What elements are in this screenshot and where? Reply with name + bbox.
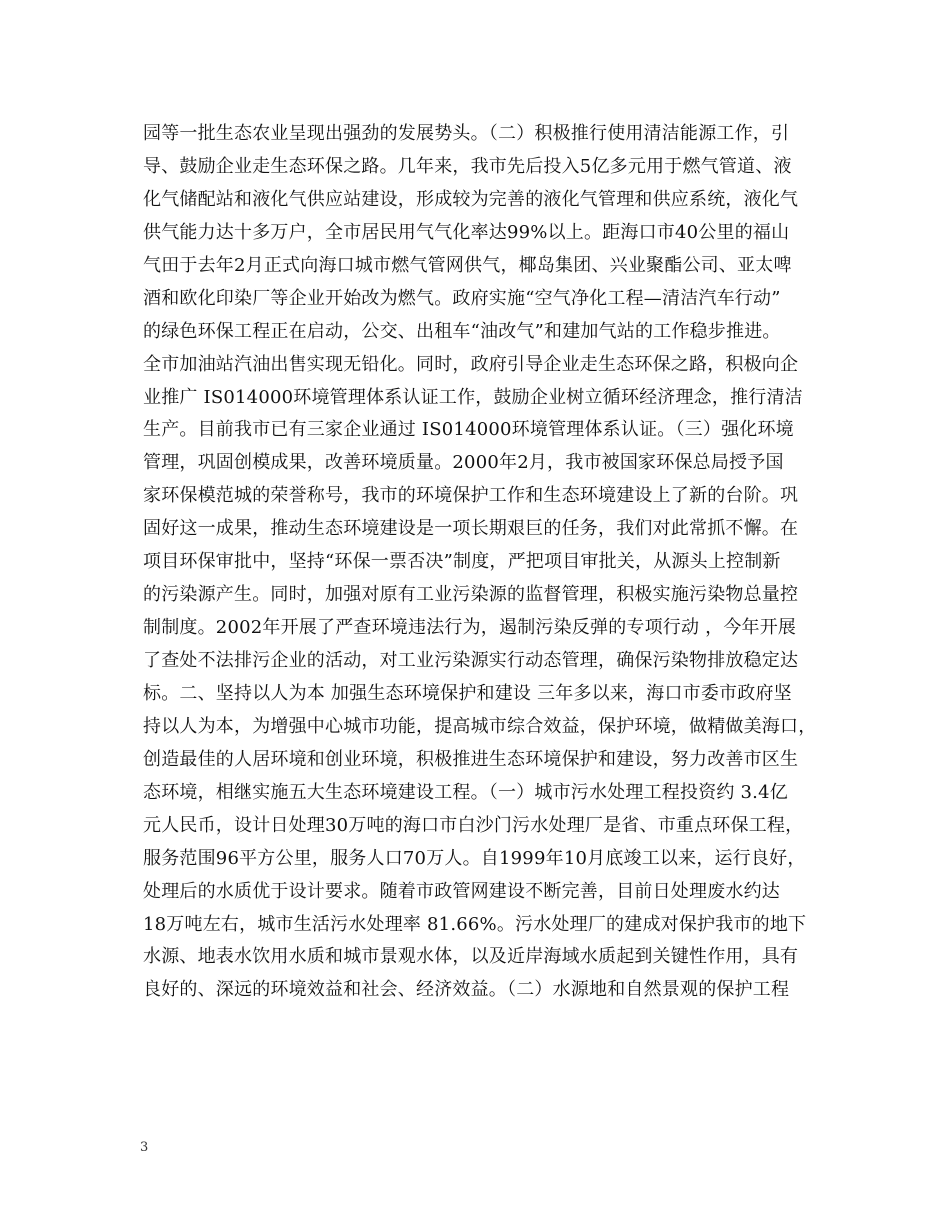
text-line: 生产。目前我市已有三家企业通过 IS014000环境管理体系认证。（三）强化环境: [143, 419, 794, 441]
text-line: 了查处不法排污企业的活动，对工业污染源实行动态管理，确保污染物排放稳定达: [143, 650, 799, 671]
text-line: 服务范围96平方公里，服务人口70万人。自1999年10月底竣工以来，运行良好，: [143, 847, 806, 869]
text-line: 元人民币，设计日处理30万吨的海口市白沙门污水处理厂是省、市重点环保工程，: [143, 814, 804, 836]
text-line: 全市加油站汽油出售实现无铅化。同时，政府引导企业走生态环保之路，积极向企: [143, 353, 799, 375]
text-line: 酒和欧化印染厂等企业开始改为燃气。政府实施“空气净化工程—清洁汽车行动”: [143, 287, 781, 309]
text-line: 项目环保审批中，坚持“环保一票否决”制度，严把项目审批关，从源头上控制新: [143, 551, 781, 573]
text-line: 良好的、深远的环境效益和社会、经济效益。（二）水源地和自然景观的保护工程: [143, 979, 790, 1001]
text-line: 标。二、坚持以人为本 加强生态环境保护和建设 三年多以来，海口市委市政府坚: [143, 682, 792, 704]
text-line: 持以人为本，为增强中心城市功能，提高城市综合效益，保护环境，做精做美海口，: [143, 715, 817, 737]
body-text: [143, 118, 818, 1007]
text-line: 18万吨左右，城市生活污水处理率 81.66%。污水处理厂的建成对保护我市的地下: [143, 913, 807, 935]
text-line: 家环保模范城的荣誉称号，我市的环境保护工作和生态环境建设上了新的台阶。巩: [143, 485, 799, 507]
text-line: 气田于去年2月正式向海口城市燃气管网供气，椰岛集团、兴业聚酯公司、亚太啤: [143, 254, 792, 276]
text-line: 固好这一成果，推动生态环境建设是一项长期艰巨的任务，我们对此常抓不懈。在: [143, 518, 799, 540]
text-line: 创造最佳的人居环境和创业环境，积极推进生态环境保护和建设，努力改善市区生: [143, 748, 799, 770]
text-line: 态环境，相继实施五大生态环境建设工程。（一）城市污水处理工程投资约 3.4亿: [143, 781, 788, 803]
text-line: 导、鼓励企业走生态环保之路。几年来，我市先后投入5亿多元用于燃气管道、液: [143, 155, 792, 177]
text-line: 水源、地表水饮用水质和城市景观水体，以及近岸海域水质起到关键性作用，具有: [143, 946, 799, 968]
text-line: 处理后的水质优于设计要求。随着市政管网建设不断完善，目前日处理废水约达: [143, 880, 780, 902]
text-line: 的绿色环保工程正在启动，公交、出租车“油改气”和建加气站的工作稳步推进。: [143, 320, 781, 342]
text-line: 制制度。2002年开展了严查环境违法行为，遏制污染反弹的专项行动 ，今年开展: [143, 617, 797, 639]
text-line: 化气储配站和液化气供应站建设，形成较为完善的液化气管理和供应系统，液化气: [143, 188, 799, 210]
page-number: 3: [140, 1140, 149, 1155]
text-line: 管理，巩固创模成果，改善环境质量。2000年2月，我市被国家环保总局授予国: [143, 452, 784, 474]
text-line: 园等一批生态农业呈现出强劲的发展势头。（二）积极推行使用清洁能源工作，引: [143, 123, 790, 144]
text-line: 的污染源产生。同时，加强对原有工业污染源的监督管理，积极实施污染物总量控: [143, 584, 799, 606]
text-line: 供气能力达十多万户，全市居民用气气化率达99%以上。距海口市40公里的福山: [143, 221, 790, 243]
text-line: 业推广 IS014000环境管理体系认证工作，鼓励企业树立循环经济理念，推行清洁: [143, 386, 803, 408]
